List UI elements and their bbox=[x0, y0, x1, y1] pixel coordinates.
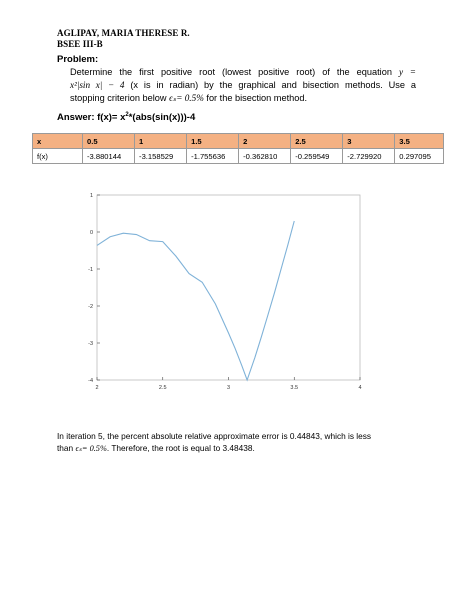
equation-rhs: x²|sin x| − 4 bbox=[70, 80, 125, 90]
y-tick-label: -2 bbox=[88, 304, 93, 310]
function-plot bbox=[77, 187, 367, 397]
y-tick-label: -3 bbox=[88, 341, 93, 347]
table-cell: -1.755636 bbox=[187, 149, 239, 164]
table-cell: -0.362810 bbox=[239, 149, 291, 164]
table-cell: -0.259549 bbox=[291, 149, 343, 164]
answer-rest: *(abs(sin(x)))-4 bbox=[128, 112, 196, 124]
student-section: BSEE III-B bbox=[57, 39, 103, 49]
student-name: AGLIPAY, MARIA THERESE R. bbox=[57, 28, 190, 38]
problem-statement bbox=[70, 66, 416, 105]
stopping-criterion: ϵₛ= 0.5% bbox=[75, 444, 107, 453]
stopping-criterion: ϵₛ= 0.5% bbox=[169, 93, 204, 103]
problem-heading: Problem: bbox=[57, 54, 99, 65]
problem-text: (x is in radian) by the graphical and bisection methods. Use a bbox=[124, 80, 416, 90]
table-row bbox=[33, 149, 444, 164]
table-cell: f(x) bbox=[33, 149, 83, 164]
conclusion-line: . Therefore, the root is equal to 3.48438. bbox=[106, 443, 255, 453]
answer-function bbox=[57, 112, 195, 123]
table-header-cell: 3 bbox=[343, 134, 395, 149]
conclusion-text bbox=[57, 430, 422, 455]
table-header-cell: 2 bbox=[239, 134, 291, 149]
table-cell: -3.880144 bbox=[83, 149, 135, 164]
plot-area bbox=[97, 195, 360, 380]
x-tick-label: 2 bbox=[95, 385, 99, 391]
conclusion-line: than bbox=[57, 443, 76, 453]
table-header-cell: x bbox=[33, 134, 83, 149]
x-tick-label: 4 bbox=[358, 385, 362, 391]
y-tick-label: 1 bbox=[89, 193, 93, 199]
answer-label: Answer: f(x)= x bbox=[57, 112, 126, 124]
y-tick-label: -1 bbox=[88, 267, 93, 273]
problem-text: stopping criterion below bbox=[70, 93, 170, 103]
equation-lhs: y = bbox=[398, 67, 417, 77]
x-tick-label: 2.5 bbox=[158, 385, 167, 391]
values-table bbox=[32, 133, 444, 164]
problem-text: for the bisection method. bbox=[203, 93, 308, 103]
table-header-cell: 3.5 bbox=[395, 134, 444, 149]
table-header-cell: 2.5 bbox=[291, 134, 343, 149]
x-tick-label: 3.5 bbox=[290, 385, 299, 391]
y-tick-label: 0 bbox=[89, 230, 93, 236]
table-header-row bbox=[33, 134, 444, 149]
problem-text: Determine the first positive root (lowest positive root) of the equation bbox=[70, 67, 399, 77]
table-cell: -3.158529 bbox=[135, 149, 187, 164]
table-cell: 0.297095 bbox=[395, 149, 444, 164]
x-tick-label: 3 bbox=[226, 385, 231, 391]
table-cell: -2.729920 bbox=[343, 149, 395, 164]
y-tick-label: -4 bbox=[88, 378, 93, 384]
table-header-cell: 1 bbox=[135, 134, 187, 149]
answer-exponent: 2 bbox=[125, 112, 129, 118]
table-header-cell: 0.5 bbox=[83, 134, 135, 149]
table-header-cell: 1.5 bbox=[187, 134, 239, 149]
conclusion-line: In iteration 5, the percent absolute relative approximate error is 0.44843, which is less bbox=[57, 431, 372, 441]
